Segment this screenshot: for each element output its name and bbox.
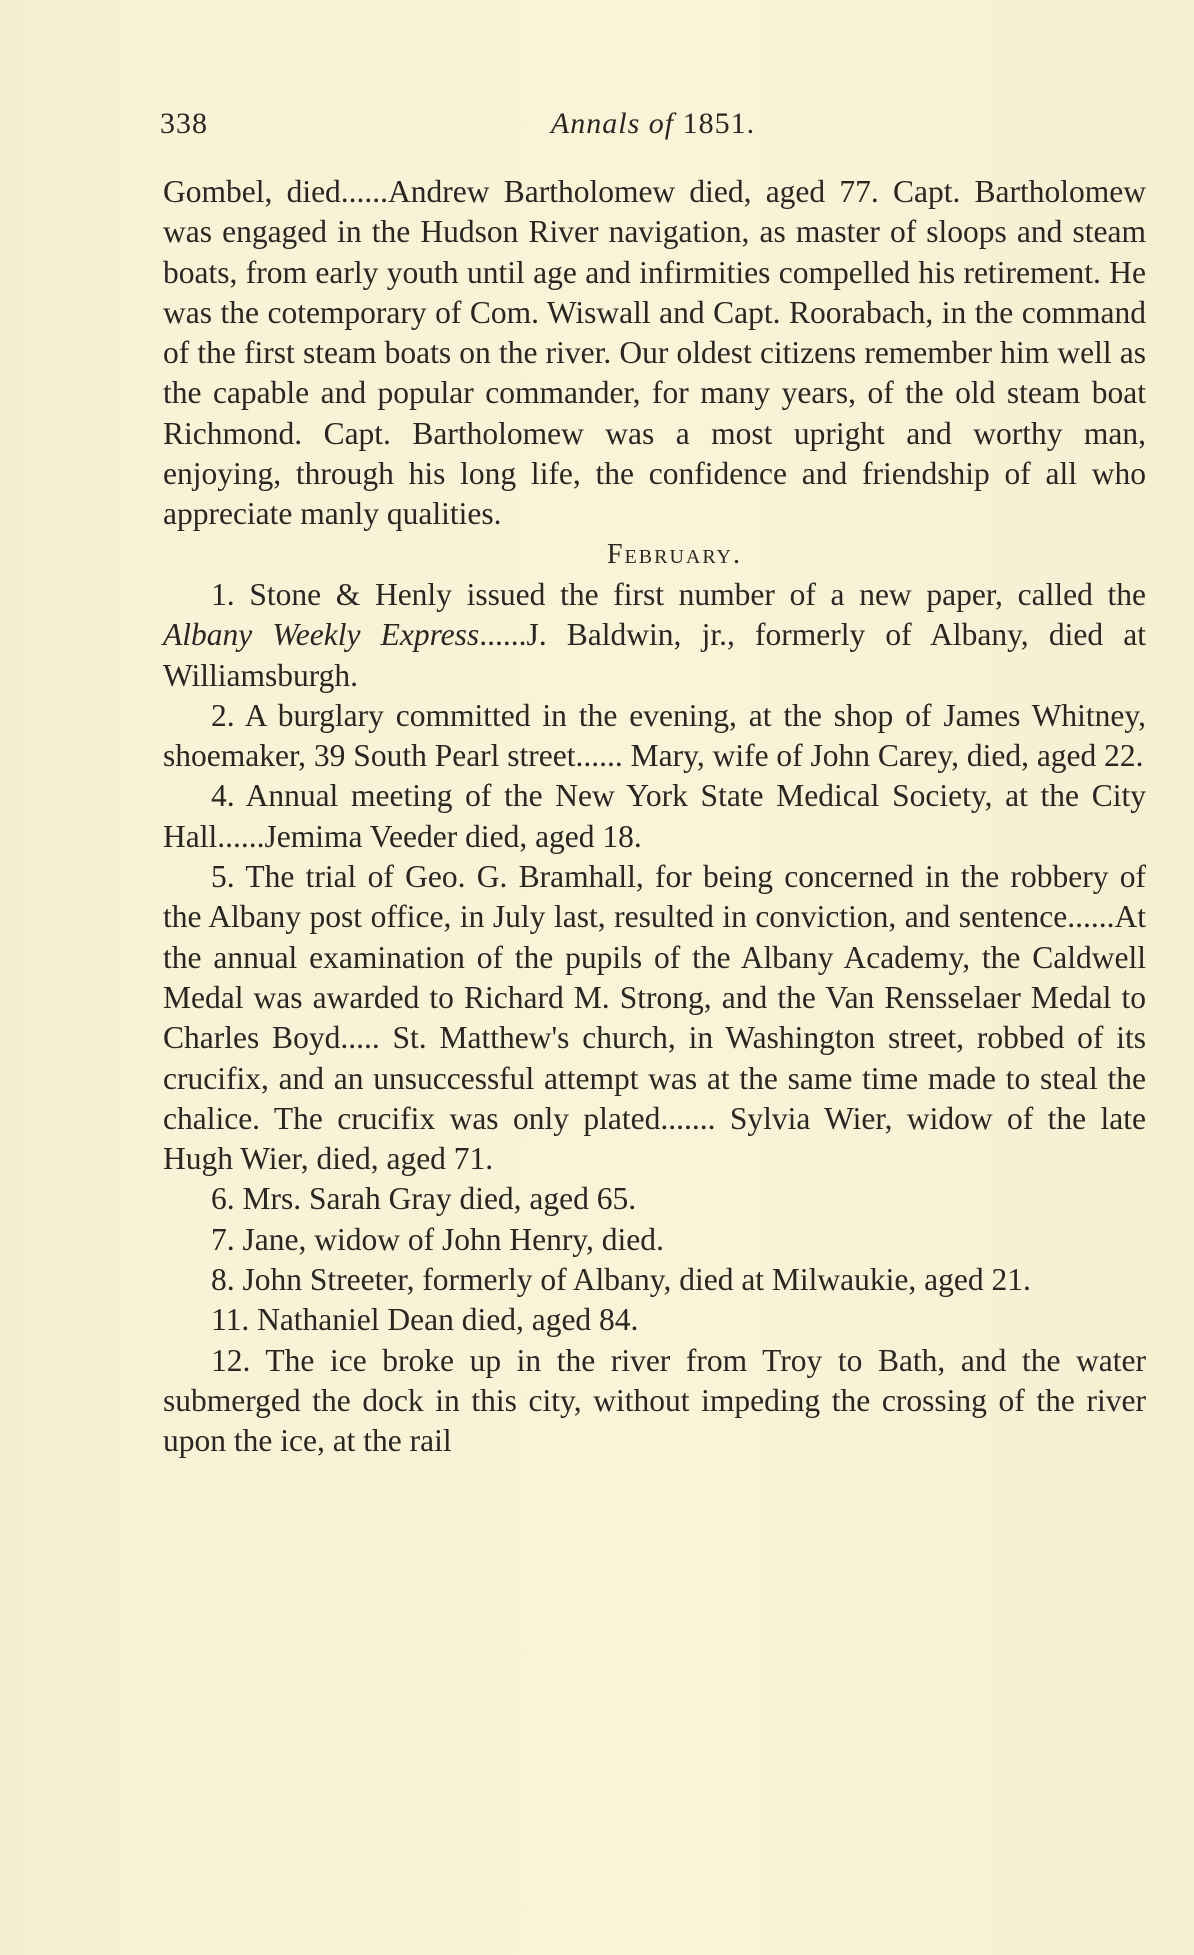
entry-feb-1-after: ......J. Baldwin, jr., formerly of Albany, died at Williamsburgh. — [163, 617, 1146, 693]
page-body — [163, 172, 1146, 1462]
month-heading: February. — [606, 538, 743, 570]
entry-feb-7: 7. Jane, widow of John Henry, died. — [211, 1221, 664, 1257]
entry-feb-2: 2. A burglary committed in the evening, at the shop of James Whitney, shoemaker, 39 South Pearl street...... Mary, wife of John Carey, died, aged 22. — [163, 697, 1146, 774]
entry-feb-12: 12. The ice broke up in the river from Troy to Bath, and the water submerged the dock in this city, without impeding the crossing of the river upon the ice, at the rail — [163, 1342, 1146, 1459]
opening-paragraph: Gombel, died......Andrew Bartholomew died, aged 77. Capt. Bartholomew was engaged in the Hudson River navigation, as master of sloops and steam boats, from early youth until age and infirmities compelled his retirement. He was the cotemporary of Com. Wiswall and Capt. Roorabach, in the command of the first steam boats on the river. Our oldest citizens remember him well as the capable and popular commander, for many years, of the old steam boat Richmond. Capt. Bartholomew was a most upright and worthy man, enjoying, through his long life, the confidence and friendship of all who appreciate manly qualities. — [163, 174, 1146, 532]
entry-feb-5: 5. The trial of Geo. G. Bramhall, for being concerned in the robbery of the Albany post office, in July last, resulted in conviction, and sentence......At the annual examination of the pupils of the Albany Academy, the Caldwell Medal was awarded to Richard M. Strong, and the Van Rensselaer Medal to Charles Boyd..... St. Matthew's church, in Washington street, robbed of its crucifix, and an unsuccessful attempt was at the same time made to steal the chalice. The crucifix was only plated....... Sylvia Wier, widow of the late Hugh Wier, died, aged 71. — [163, 859, 1146, 1177]
entry-feb-1 — [163, 575, 1146, 696]
page-header — [160, 102, 1146, 146]
running-title-italic: Annals of — [550, 107, 675, 140]
entry-feb-8: 8. John Streeter, formerly of Albany, died at Milwaukie, aged 21. — [211, 1262, 1031, 1298]
entry-feb-6: 6. Mrs. Sarah Gray died, aged 65. — [211, 1181, 637, 1217]
running-title — [160, 102, 1146, 146]
running-title-year: 1851. — [682, 107, 756, 140]
newspaper-title: Albany Weekly Express — [163, 617, 480, 653]
page-number: 338 — [160, 107, 208, 140]
entry-feb-1-before: 1. Stone & Henly issued the first number of a new paper, called the — [211, 576, 1146, 612]
entry-feb-11: 11. Nathaniel Dean died, aged 84. — [211, 1302, 639, 1338]
entry-feb-4: 4. Annual meeting of the New York State Medical Society, at the City Hall......Jemima Veeder died, aged 18. — [163, 778, 1146, 854]
